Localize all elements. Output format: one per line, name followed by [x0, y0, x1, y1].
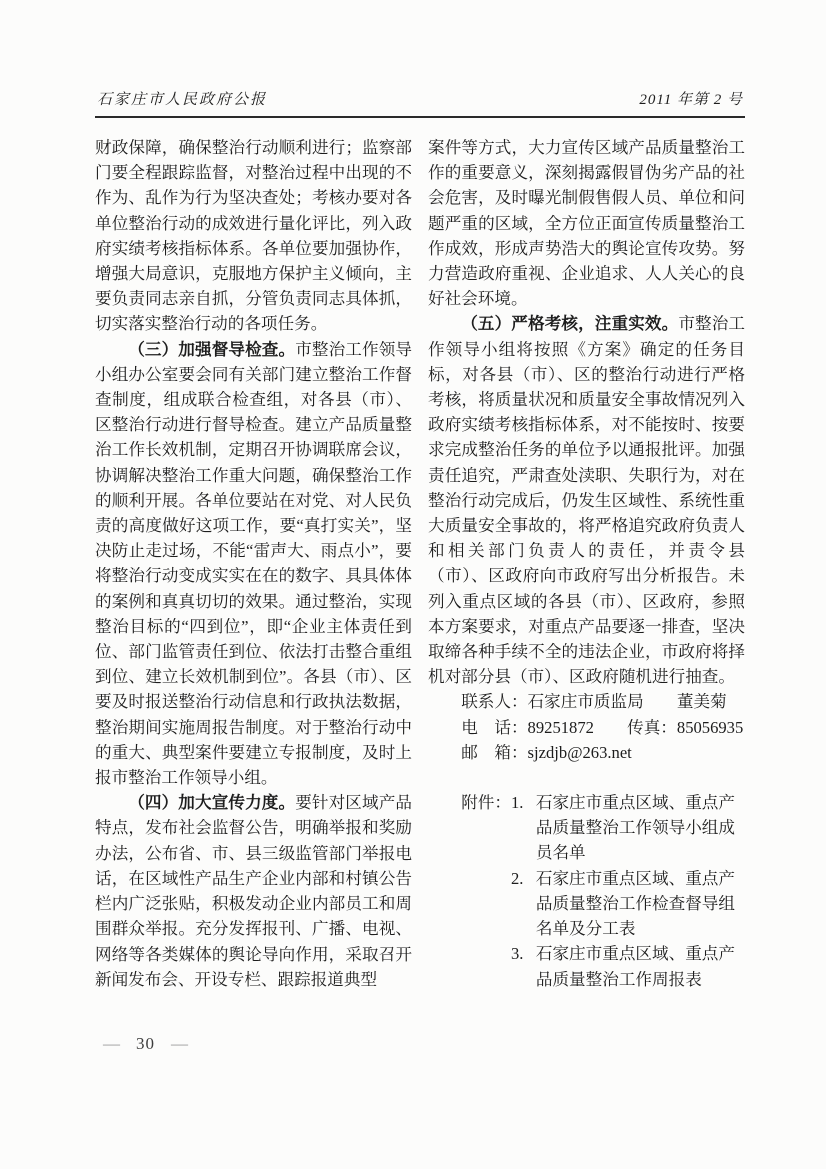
- attachment-item: [511, 866, 745, 942]
- attachments-block: [461, 790, 745, 992]
- paragraph-text: 要针对区域产品特点，发布社会监督公告，明确举报和奖励办法，公布省、市、县三级监管部门举报电话，在区域性产品生产企业内部和村镇公告栏内广泛张贴，积极发动企业内部员工和周围群众举报。充分发挥报刊、广播、电视、网络等各类媒体的舆论导向作用，采取召开新闻发布会、开设专栏、跟踪报道典型: [95, 793, 413, 989]
- left-column: [95, 135, 412, 992]
- paragraph-section-5: [428, 311, 745, 689]
- two-column-body: [95, 135, 745, 992]
- page-number: 30: [136, 1034, 155, 1053]
- footer-right-dash: —: [171, 1034, 188, 1053]
- attachment-item: [511, 941, 745, 991]
- right-column: [428, 135, 745, 992]
- attachment-number: 1.: [510, 793, 524, 813]
- paragraph-text: 市整治工作领导小组办公室要会同有关部门建立整治工作督查制度，组成联合检查组，对各县（市）、区整治行动进行督导检查。建立产品质量整治工作长效机制，定期召开协调联席会议，协调解决整治工作重大问题，确保整治工作的顺利开展。各单位要站在对党、对人民负责的高度做好这项工作，要“真打实关”，坚决防止走过场，不能“雷声大、雨点小”，要将整治行动变成实实在在的数字、具具体体的案例和真真切切的效果。通过整治，实现整治目标的“四到位”，即“企业主体责任到位、部门监管责任到位、依法打击整合重组到位、建立长效机制到位”。各县（市）、区要及时报送整治行动信息和行政执法数据，整治期间实施周报告制度。对于整治行动中的重大、典型案件要建立专报制度，及时上报市整治工作领导小组。: [95, 339, 413, 788]
- attachment-title: 石家庄市重点区域、重点产品质量整治工作领导小组成员名单: [535, 793, 735, 863]
- page-header: [95, 88, 745, 118]
- page-footer: [103, 1034, 188, 1054]
- paragraph-section-4: [95, 790, 412, 992]
- paragraph-text: 市整治工作领导小组将按照《方案》确定的任务目标，对各县（市）、区的整治行动进行严格考核，将质量状况和质量安全事故情况列入政府实绩考核指标体系，对不能按时、按要求完成整治任务的单位予以通报批评。加强责任追究，严肃查处渎职、失职行为，对在整治行动完成后，仍发生区域性、系统性重大质量安全事故的，将严格追究政府负责人和相关部门负责人的责任，并责令县（市）、区政府向市政府写出分析报告。未列入重点区域的各县（市）、区政府，参照本方案要求，对重点产品要逐一排查，坚决取缔各种手续不全的违法企业，市政府将择机对部分县（市）、区政府随机进行抽查。: [428, 314, 746, 687]
- attachments-label: 附件：: [461, 793, 511, 813]
- paragraph-continuation: [95, 135, 412, 337]
- attachments-list: [511, 790, 745, 992]
- page-content: [95, 88, 745, 992]
- paragraph-lead: （五）严格考核，注重实效。: [461, 314, 679, 334]
- attachment-title: 石家庄市重点区域、重点产品质量整治工作周报表: [535, 944, 735, 989]
- paragraph-lead: （三）加强督导检查。: [128, 339, 296, 359]
- paragraph-text: 财政保障，确保整治行动顺利进行；监察部门要全程跟踪监督，对整治过程中出现的不作为、乱作为行为坚决查处；考核办要对各单位整治行动的成效进行量化评比，列入政府实绩考核指标体系。各单位要加强协作，增强大局意识，克服地方保护主义倾向，主要负责同志亲自抓，分管负责同志具体抓，切实落实整治行动的各项任务。: [95, 138, 412, 334]
- attachment-number: 2.: [510, 868, 524, 888]
- contact-block: [461, 689, 745, 765]
- attachment-item: [511, 790, 745, 866]
- attachment-title: 石家庄市重点区域、重点产品质量整治工作检查督导组名单及分工表: [535, 868, 735, 939]
- contact-email: 邮 箱：sjzdjb@263.net: [461, 742, 632, 762]
- paragraph-continuation: [428, 135, 745, 311]
- contact-person: 联系人：石家庄市质监局 董美菊: [461, 692, 727, 712]
- footer-left-dash: —: [103, 1034, 120, 1053]
- paragraph-text: 案件等方式，大力宣传区域产品质量整治工作的重要意义，深刻揭露假冒伪劣产品的社会危害，及时曝光制假售假人员、单位和问题严重的区域，全方位正面宣传质量整治工作成效，形成声势浩大的舆论宣传攻势。努力营造政府重视、企业追求、人人关心的良好社会环境。: [428, 138, 745, 309]
- journal-title: 石家庄市人民政府公报: [97, 92, 268, 108]
- attachment-number: 3.: [510, 944, 524, 964]
- paragraph-section-3: [95, 337, 412, 791]
- issue-label: 2011 年第 2 号: [639, 92, 743, 108]
- paragraph-lead: （四）加大宣传力度。: [128, 793, 296, 813]
- contact-phone-fax: 电 话：89251872 传真：85056935: [461, 717, 744, 737]
